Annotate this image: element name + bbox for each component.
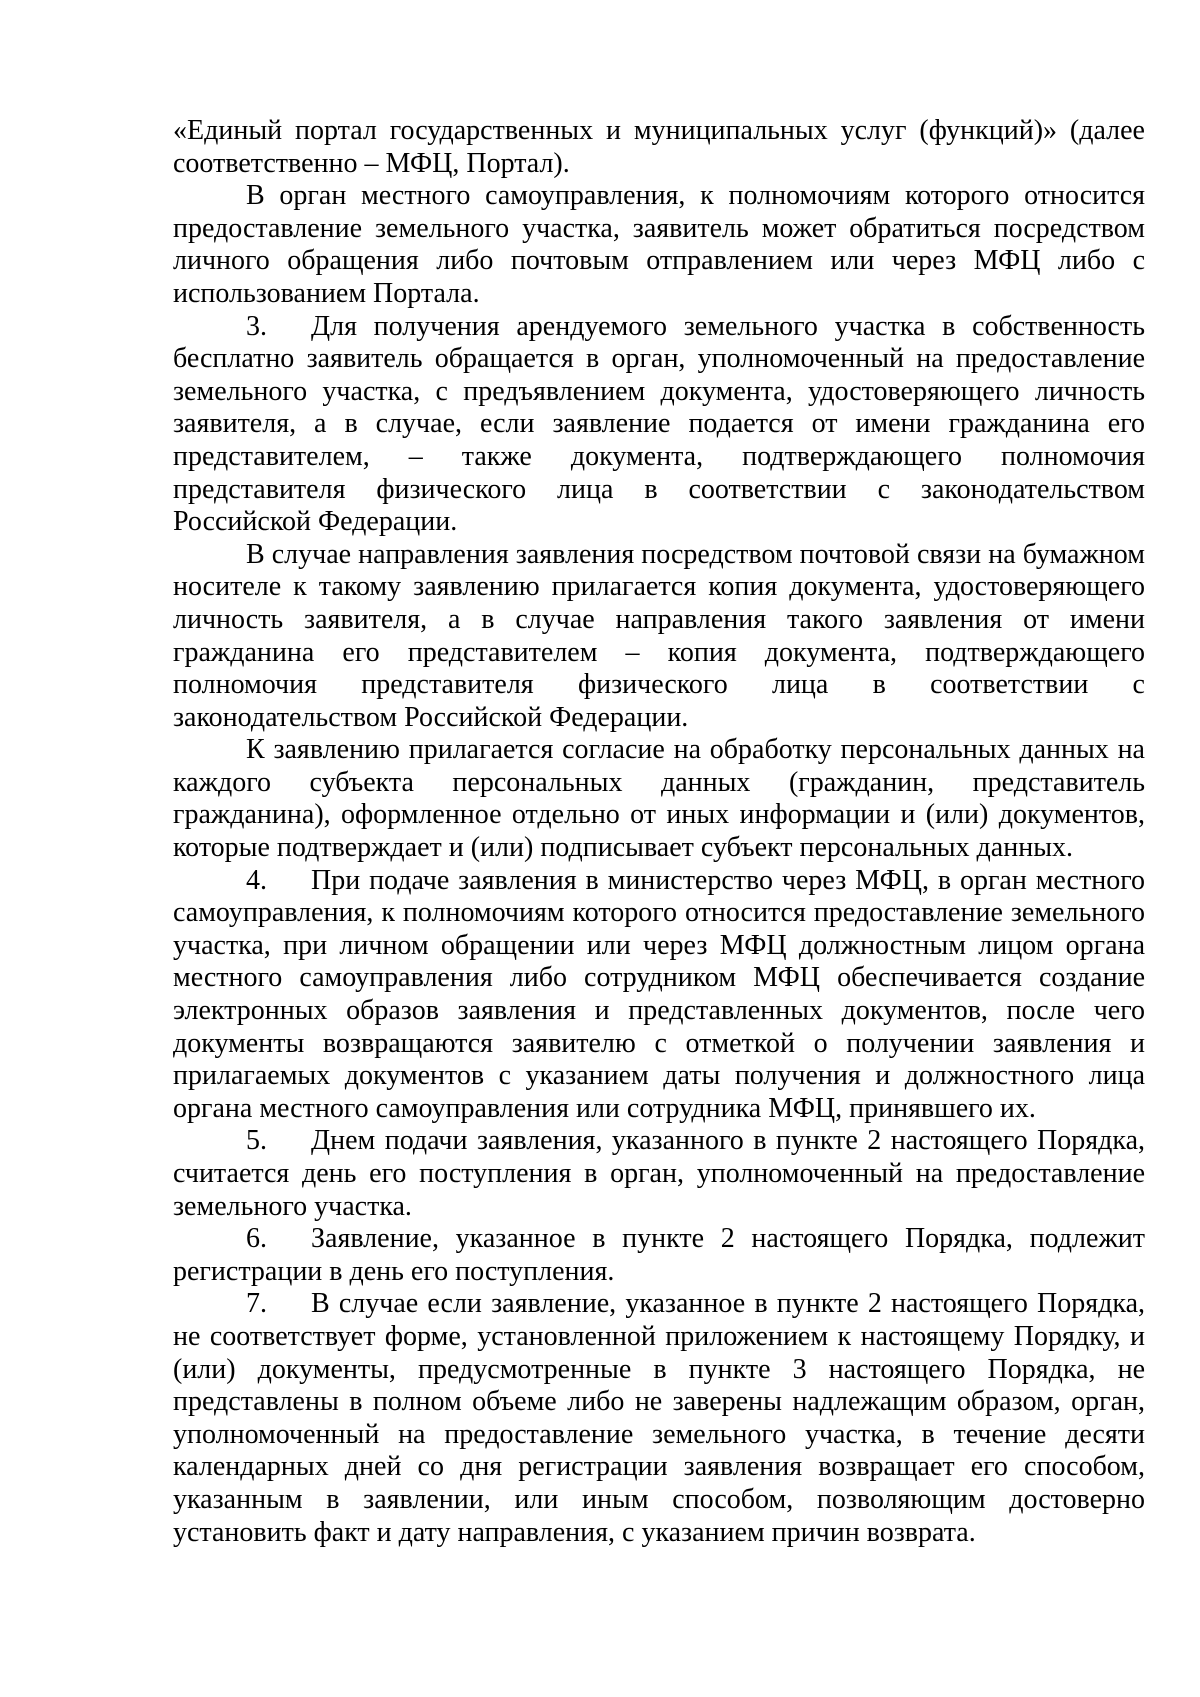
paragraph-text: К заявлению прилагается согласие на обработку персональных данных на каждого субъекта персональных данных (гражданин, представитель гражданина), оформленное отдельно от иных информации и (или) документов, которые подтверждает и (или) подписывает субъект персональных данных. [173,734,1145,864]
item-number: 7. [246,1288,267,1320]
paragraph-text: Для получения арендуемого земельного участка в собственность бесплатно заявитель обращается в орган, уполномоченный на предоставление земельного участка, с предъявлением документа, удостоверяющего личность заявителя, а в случае, если заявление подается от имени гражданина его представителем, – также документа, подтверждающего полномочия представителя физического лица в соответствии с законодательством Российской Федерации. [173,310,1145,538]
item-number: 4. [246,864,267,896]
document-page [173,115,1145,1549]
paragraph-postal-submission [173,539,1145,735]
paragraph-text: Днем подачи заявления, указанного в пункте 2 настоящего Порядка, считается день его поступления в орган, уполномоченный на предоставление земельного участка. [173,1125,1145,1222]
paragraph-item-5 [173,1125,1145,1223]
paragraph-item-3 [173,311,1145,539]
item-number: 5. [246,1125,267,1157]
paragraph-text: Заявление, указанное в пункте 2 настоящего Порядка, подлежит регистрации в день его поступления. [173,1223,1145,1287]
paragraph-text: В орган местного самоуправления, к полномочиям которого относится предоставление земельного участка, заявитель может обратиться посредством личного обращения либо почтовым отправлением или через МФЦ либо с использованием Портала. [173,180,1145,309]
paragraph-submission-methods [173,180,1145,310]
paragraph-text: «Единый портал государственных и муниципальных услуг (функций)» (далее соответственно – МФЦ, Портал). [173,115,1145,179]
paragraph-item-6 [173,1223,1145,1288]
item-number: 3. [246,310,267,342]
paragraph-text: В случае если заявление, указанное в пункте 2 настоящего Порядка, не соответствует форме, установленной приложением к настоящему Порядку, и (или) документы, предусмотренные в пункте 3 настоящего Порядка, не представлены в полном объеме либо не заверены надлежащим образом, орган, уполномоченный на предоставление земельного участка, в течение десяти календарных дней со дня регистрации заявления возвращает его способом, указанным в заявлении, или иным способом, позволяющим достоверно установить факт и дату направления, с указанием причин возврата. [173,1288,1145,1548]
paragraph-item-7 [173,1288,1145,1549]
paragraph-text: В случае направления заявления посредством почтовой связи на бумажном носителе к такому заявлению прилагается копия документа, удостоверяющего личность заявителя, а в случае направления такого заявления от имени гражданина его представителем – копия документа, подтверждающего полномочия представителя физического лица в соответствии с законодательством Российской Федерации. [173,538,1145,733]
item-number: 6. [246,1223,267,1255]
paragraph-personal-data-consent [173,734,1145,864]
paragraph-item-4 [173,865,1145,1126]
paragraph-portal-continuation [173,115,1145,180]
paragraph-text: При подаче заявления в министерство через МФЦ, в орган местного самоуправления, к полномочиям которого относится предоставление земельного участка, при личном обращении или через МФЦ должностным лицом органа местного самоуправления либо сотрудником МФЦ обеспечивается создание электронных образов заявления и представленных документов, после чего документы возвращаются заявителю с отметкой о получении заявления и прилагаемых документов с указанием даты получения и должностного лица органа местного самоуправления или сотрудника МФЦ, принявшего их. [173,864,1145,1124]
